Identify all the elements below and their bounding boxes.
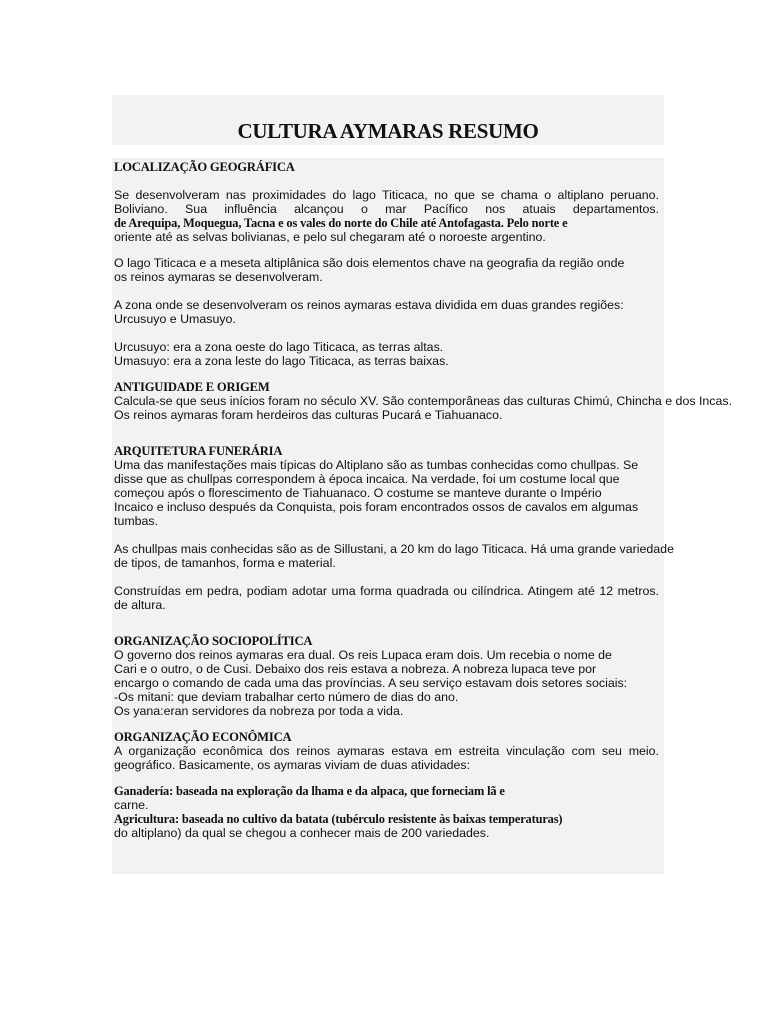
paragraph-line: Uma das manifestações mais típicas do Altiplano são as tumbas conhecidas como chullpas. Se: [114, 458, 639, 472]
paragraph-line: geográfico. Basicamente, os aymaras viviam de duas atividades:: [114, 758, 471, 772]
paragraph-line: encargo o comando de cada uma das províncias. A seu serviço estavam dois setores sociais:: [114, 676, 628, 690]
paragraph-line: Boliviano. Sua influência alcançou o mar Pacífico nos atuais departamentos.: [114, 202, 659, 216]
paragraph-line: Urcusuyo e Umasuyo.: [114, 312, 236, 326]
paragraph-line: do altiplano) da qual se chegou a conhecer mais de 200 variedades.: [114, 826, 490, 840]
document-body: [114, 160, 733, 840]
section-heading-sociopolitica: ORGANIZAÇÃO SOCIOPOLÍTICA: [114, 634, 313, 648]
paragraph-line: Construídas em pedra, podiam adotar uma forma quadrada ou cilíndrica. Atingem até 12 metros.: [114, 584, 659, 598]
paragraph-line: Os reinos aymaras foram herdeiros das culturas Pucará e Tiahuanaco.: [114, 408, 503, 422]
paragraph-line: A zona onde se desenvolveram os reinos aymaras estava dividida em duas grandes regiões:: [114, 298, 624, 312]
section-heading-localizacao: LOCALIZAÇÃO GEOGRÁFICA: [114, 160, 295, 174]
paragraph-line: -Os mitani: que deviam trabalhar certo número de dias do ano.: [114, 690, 459, 704]
paragraph-line-bold: Ganadería: baseada na exploração da lhama e da alpaca, que forneciam lã e: [114, 784, 505, 798]
document-title: CULTURA AYMARAS RESUMO: [237, 119, 539, 143]
section-heading-arquitetura: ARQUITETURA FUNERÁRIA: [114, 444, 283, 458]
paragraph-line: A organização econômica dos reinos aymaras estava em estreita vinculação com seu meio.: [114, 744, 659, 758]
paragraph-line: As chullpas mais conhecidas são as de Sillustani, a 20 km do lago Titicaca. Há uma grande variedade: [114, 542, 674, 556]
section-heading-antiguidade: ANTIGUIDADE E ORIGEM: [114, 380, 270, 394]
paragraph-line: Cari e o outro, o de Cusi. Debaixo dos reis estava a nobreza. A nobreza lupaca teve por: [114, 662, 597, 676]
paragraph-line-bold: Agricultura: baseada no cultivo da batata (tubérculo resistente às baixas temperaturas): [114, 812, 563, 826]
paragraph-line: Se desenvolveram nas proximidades do lago Titicaca, no que se chama o altiplano peruano.: [114, 188, 659, 202]
paragraph-line: começou após o florescimento de Tiahuanaco. O costume se manteve durante o Império: [114, 486, 602, 500]
paragraph-line: de tipos, de tamanhos, forma e material.: [114, 556, 336, 570]
paragraph-line: de altura.: [114, 598, 166, 612]
paragraph-line: tumbas.: [114, 514, 159, 528]
paragraph-line: O governo dos reinos aymaras era dual. Os reis Lupaca eram dois. Um recebia o nome de: [114, 648, 612, 662]
section-heading-economica: ORGANIZAÇÃO ECONÔMICA: [114, 730, 292, 744]
paragraph-line: Os yana:eran servidores da nobreza por toda a vida.: [114, 704, 404, 718]
paragraph-line: Incaico e incluso después da Conquista, pois foram encontrados ossos de cavalos em algumas: [114, 500, 639, 514]
paragraph-line: os reinos aymaras se desenvolveram.: [114, 270, 323, 284]
paragraph-line: Calcula-se que seus inícios foram no século XV. São contemporâneas das culturas Chimú, Chincha e dos Incas.: [114, 394, 733, 408]
paragraph-line: carne.: [114, 798, 149, 812]
paragraph-line: O lago Titicaca e a meseta altiplânica são dois elementos chave na geografia da região onde: [114, 256, 625, 270]
paragraph-line: Umasuyo: era a zona leste do lago Titicaca, as terras baixas.: [114, 354, 449, 368]
paragraph-line: oriente até as selvas bolivianas, e pelo sul chegaram até o noroeste argentino.: [114, 230, 546, 244]
paragraph-line: Urcusuyo: era a zona oeste do lago Titicaca, as terras altas.: [114, 340, 444, 354]
paragraph-line: disse que as chullpas correspondem à época incaica. Na verdade, foi um costume local que: [114, 472, 620, 486]
paragraph-line-bold: de Arequipa, Moquegua, Tacna e os vales do norte do Chile até Antofagasta. Pelo norte e: [114, 216, 568, 230]
